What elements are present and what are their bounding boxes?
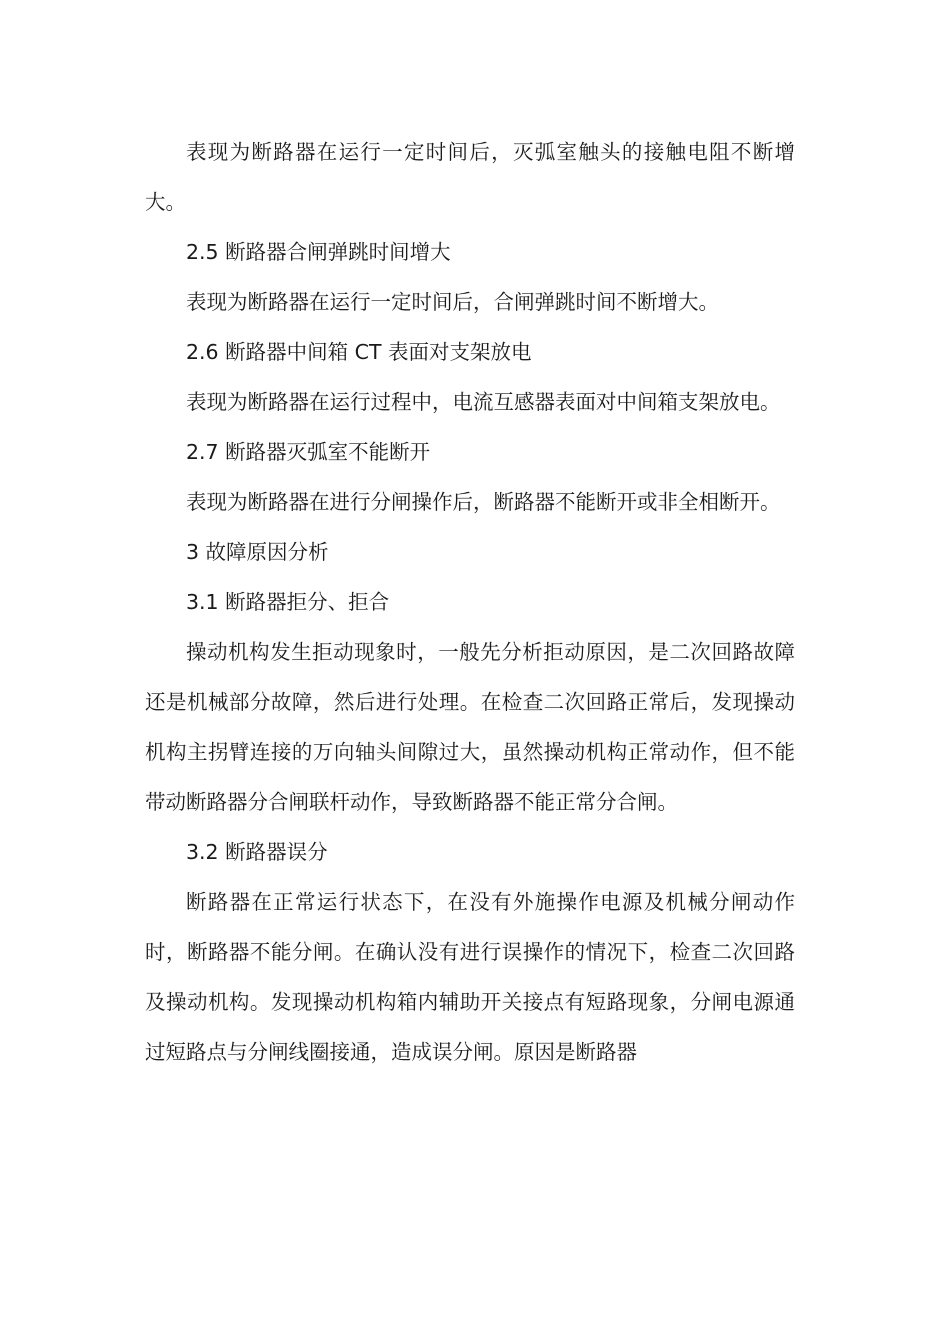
heading-2-7: 2.7 断路器灭弧室不能断开: [186, 440, 431, 464]
heading-3-2: 3.2 断路器误分: [186, 840, 328, 864]
paragraph-contact-resistance: 表现为断路器在运行一定时间后，灭弧室触头的接触电阻不断增大。: [145, 140, 795, 214]
heading-3: 3 故障原因分析: [186, 540, 329, 564]
heading-3-1: 3.1 断路器拒分、拒合: [186, 590, 390, 614]
paragraph-ct-discharge: 表现为断路器在运行过程中，电流互感器表面对中间箱支架放电。: [186, 390, 781, 414]
heading-2-5: 2.5 断路器合闸弹跳时间增大: [186, 240, 451, 264]
paragraph-false-tripping: 断路器在正常运行状态下，在没有外施操作电源及机械分闸动作时，断路器不能分闸。在确认没有进行误操作的情况下，检查二次回路及操动机构。发现操动机构箱内辅助开关接点有短路现象，分闸电源通过短路点与分闸线圈接通，造成误分闸。原因是断路器: [145, 890, 795, 1064]
heading-2-6: 2.6 断路器中间箱 CT 表面对支架放电: [186, 340, 532, 364]
paragraph-cannot-open: 表现为断路器在进行分闸操作后，断路器不能断开或非全相断开。: [186, 490, 781, 514]
paragraph-bounce-time: 表现为断路器在运行一定时间后，合闸弹跳时间不断增大。: [186, 290, 719, 314]
paragraph-refuse-operation: 操动机构发生拒动现象时，一般先分析拒动原因，是二次回路故障还是机械部分故障，然后进行处理。在检查二次回路正常后，发现操动机构主拐臂连接的万向轴头间隙过大，虽然操动机构正常动作，但不能带动断路器分合闸联杆动作，导致断路器不能正常分合闸。: [145, 640, 795, 814]
document-body: [145, 127, 795, 1077]
